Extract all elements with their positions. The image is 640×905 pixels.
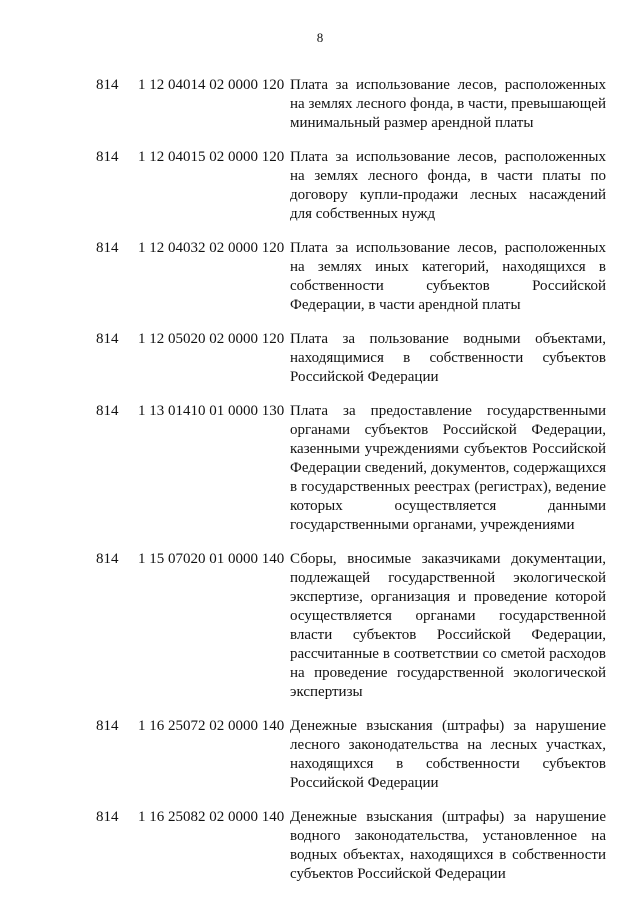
revenue-description: Сборы, вносимые заказчиками документации, подлежащей государственной экологической экспертизе, организация и проведение которой осуществляется органами государственной власти субъектов Российской Федерации, рассчитанные в соответствии со сметой расходов на проведение государственной экологической экспертизы bbox=[290, 551, 606, 700]
admin-code: 814 bbox=[96, 149, 119, 165]
revenue-description: Плата за использование лесов, расположенных на землях иных категорий, находящихся в собственности субъектов Российской Федерации, в части арендной платы bbox=[290, 240, 606, 313]
budget-classification-code: 1 16 25072 02 0000 140 bbox=[138, 718, 285, 734]
revenue-description: Денежные взыскания (штрафы) за нарушение лесного законодательства на лесных участках, находящихся в собственности субъектов Российской Федерации bbox=[290, 718, 606, 791]
admin-code: 814 bbox=[96, 718, 119, 734]
table-row bbox=[96, 550, 606, 702]
table-row bbox=[96, 808, 606, 884]
admin-code: 814 bbox=[96, 403, 119, 419]
admin-code: 814 bbox=[96, 77, 119, 93]
budget-classification-code: 1 15 07020 01 0000 140 bbox=[138, 551, 285, 567]
table-row bbox=[96, 402, 606, 535]
table-row bbox=[96, 148, 606, 224]
budget-classification-code: 1 13 01410 01 0000 130 bbox=[138, 403, 285, 419]
admin-code: 814 bbox=[96, 240, 119, 256]
revenue-description: Плата за использование лесов, расположенных на землях лесного фонда, в части, превышающей минимальный размер арендной платы bbox=[290, 77, 606, 131]
table-row bbox=[96, 239, 606, 315]
revenue-description: Плата за предоставление государственными органами субъектов Российской Федерации, казенными учреждениями субъектов Российской Федерации сведений, документов, содержащихся в государственных реестрах (регистрах), ведение которых осуществляется данными государственными органами, учреждениями bbox=[290, 403, 606, 533]
table-row bbox=[96, 330, 606, 387]
table-row bbox=[96, 717, 606, 793]
admin-code: 814 bbox=[96, 551, 119, 567]
revenue-description: Плата за использование лесов, расположенных на землях лесного фонда, в части платы по договору купли-продажи лесных насаждений для собственных нужд bbox=[290, 149, 606, 222]
admin-code: 814 bbox=[96, 331, 119, 347]
revenue-description: Денежные взыскания (штрафы) за нарушение водного законодательства, установленное на водных объектах, находящихся в собственности субъектов Российской Федерации bbox=[290, 809, 606, 882]
page-number: 8 bbox=[316, 30, 324, 45]
table-row bbox=[96, 76, 606, 133]
budget-classification-code: 1 12 05020 02 0000 120 bbox=[138, 331, 285, 347]
revenue-code-table bbox=[96, 76, 606, 899]
admin-code: 814 bbox=[96, 809, 119, 825]
revenue-description: Плата за пользование водными объектами, находящимися в собственности субъектов Российской Федерации bbox=[290, 331, 606, 385]
budget-classification-code: 1 12 04014 02 0000 120 bbox=[138, 77, 285, 93]
budget-classification-code: 1 16 25082 02 0000 140 bbox=[138, 809, 285, 825]
budget-classification-code: 1 12 04015 02 0000 120 bbox=[138, 149, 285, 165]
budget-classification-code: 1 12 04032 02 0000 120 bbox=[138, 240, 285, 256]
